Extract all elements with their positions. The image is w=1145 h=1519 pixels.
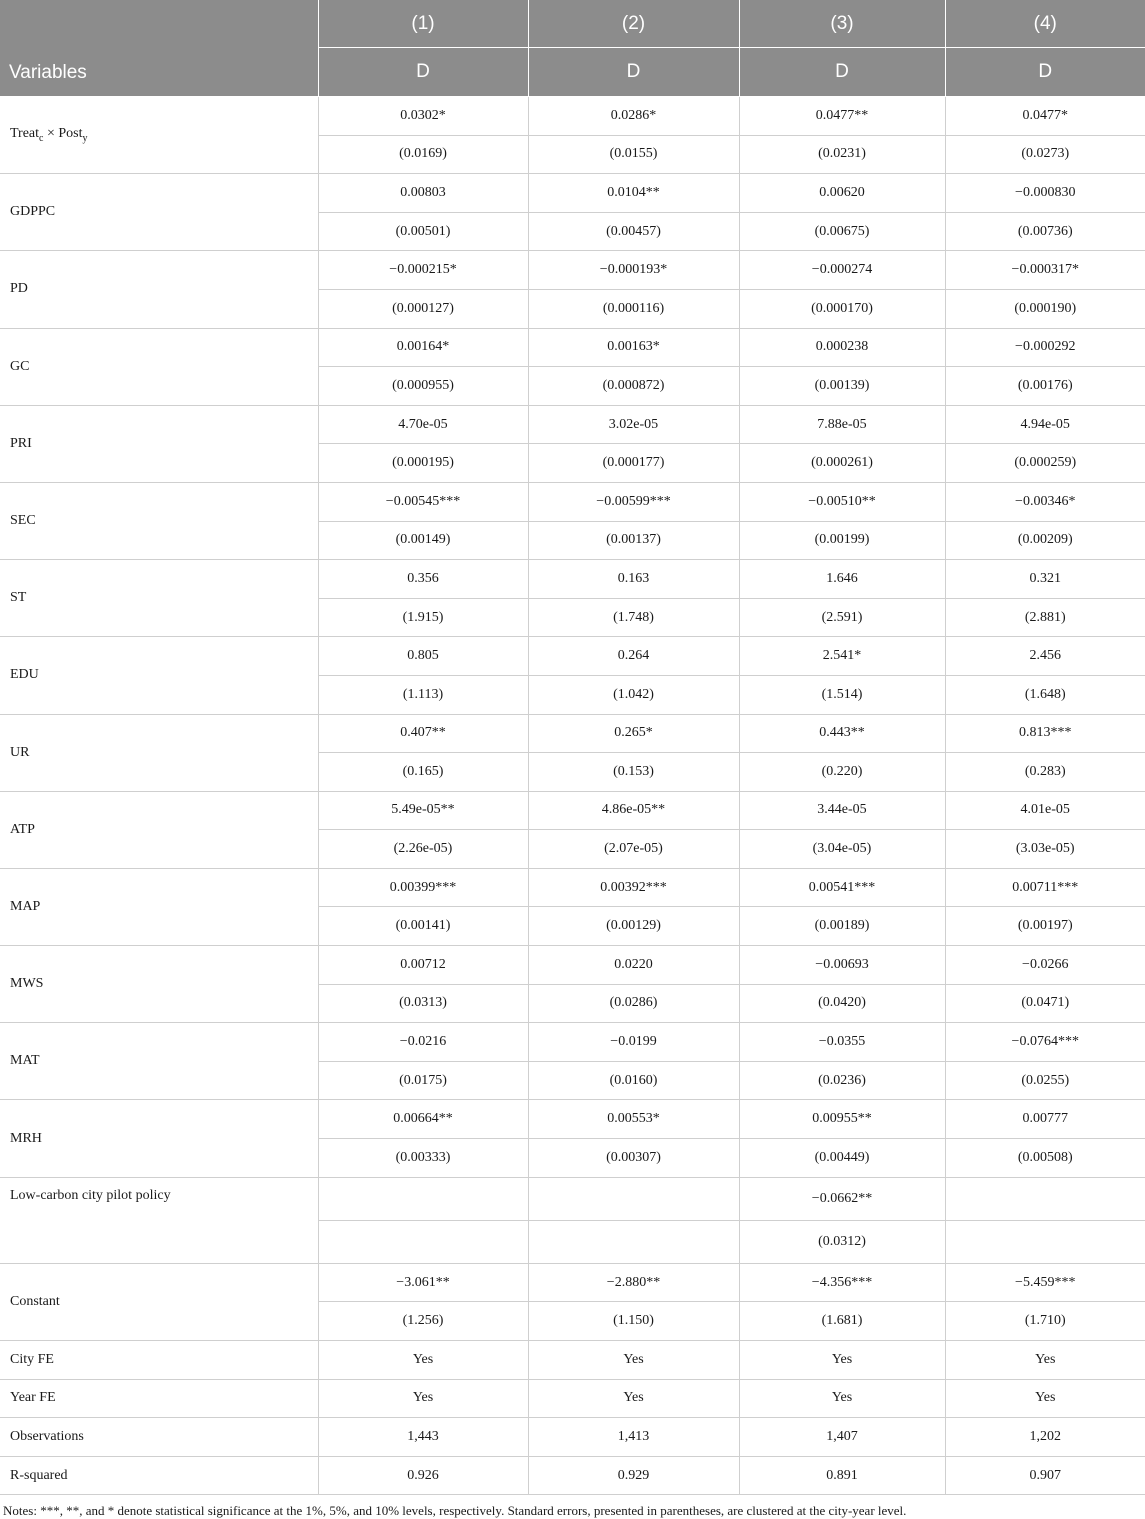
coefficient-cell: 2.541* [739, 637, 945, 676]
variable-label: GC [0, 328, 318, 405]
coefficient-cell: 0.0302* [318, 97, 528, 136]
variable-label: GDPPC [0, 174, 318, 251]
standard-error-cell: (0.0160) [528, 1061, 739, 1100]
standard-error-cell: (1.256) [318, 1302, 528, 1341]
coefficient-cell: 0.407** [318, 714, 528, 753]
standard-error-cell: (2.07e-05) [528, 830, 739, 869]
column-number: (4) [945, 0, 1145, 48]
coefficient-cell: −0.00599*** [528, 482, 739, 521]
standard-error-cell: (0.00508) [945, 1139, 1145, 1178]
standard-error-cell: (0.00199) [739, 521, 945, 560]
standard-error-cell: (0.0255) [945, 1061, 1145, 1100]
standard-error-cell [945, 1220, 1145, 1263]
coefficient-row [0, 482, 1145, 521]
summary-value: Yes [945, 1379, 1145, 1418]
coefficient-cell: 0.813*** [945, 714, 1145, 753]
standard-error-cell: (0.00307) [528, 1139, 739, 1178]
standard-error-cell: (1.710) [945, 1302, 1145, 1341]
standard-error-cell: (0.000116) [528, 289, 739, 328]
standard-error-cell: (0.000259) [945, 444, 1145, 483]
variable-label: ATP [0, 791, 318, 868]
standard-error-cell [528, 1220, 739, 1263]
standard-error-cell: (0.00141) [318, 907, 528, 946]
coefficient-cell: −0.0216 [318, 1023, 528, 1062]
standard-error-cell: (0.0313) [318, 984, 528, 1023]
coefficient-cell: 0.00777 [945, 1100, 1145, 1139]
summary-value: 0.891 [739, 1456, 945, 1495]
coefficient-cell: 1.646 [739, 560, 945, 599]
standard-error-cell: (0.0312) [739, 1220, 945, 1263]
standard-error-cell: (0.000872) [528, 367, 739, 406]
coefficient-cell: 0.0286* [528, 97, 739, 136]
standard-error-cell: (0.0169) [318, 135, 528, 174]
coefficient-cell: 0.00392*** [528, 868, 739, 907]
coefficient-cell: −0.0199 [528, 1023, 739, 1062]
coefficient-cell: 0.00541*** [739, 868, 945, 907]
coefficient-cell: 0.321 [945, 560, 1145, 599]
coefficient-cell: 0.00711*** [945, 868, 1145, 907]
coefficient-cell: 4.01e-05 [945, 791, 1145, 830]
summary-value: 1,413 [528, 1418, 739, 1457]
standard-error-cell: (2.591) [739, 598, 945, 637]
coefficient-cell: 0.356 [318, 560, 528, 599]
coefficient-cell: 0.00803 [318, 174, 528, 213]
standard-error-cell [318, 1220, 528, 1263]
standard-error-cell: (3.03e-05) [945, 830, 1145, 869]
variable-label: MRH [0, 1100, 318, 1177]
summary-value: Yes [318, 1379, 528, 1418]
coefficient-cell [318, 1177, 528, 1220]
coefficient-cell [945, 1177, 1145, 1220]
coefficient-cell: 0.443** [739, 714, 945, 753]
coefficient-cell: −0.00693 [739, 946, 945, 985]
variable-label: Constant [0, 1263, 318, 1340]
coefficient-row [0, 560, 1145, 599]
coefficient-cell: −0.0662** [739, 1177, 945, 1220]
coefficient-cell: −3.061** [318, 1263, 528, 1302]
coefficient-cell: 0.00164* [318, 328, 528, 367]
standard-error-cell: (0.00736) [945, 212, 1145, 251]
subscript: y [82, 132, 88, 144]
coefficient-row [0, 791, 1145, 830]
coefficient-cell: −0.0355 [739, 1023, 945, 1062]
table-body [0, 97, 1145, 1495]
standard-error-cell: (0.0155) [528, 135, 739, 174]
coefficient-cell: 7.88e-05 [739, 405, 945, 444]
coefficient-cell: −0.00510** [739, 482, 945, 521]
standard-error-cell: (3.04e-05) [739, 830, 945, 869]
standard-error-cell: (0.00189) [739, 907, 945, 946]
coefficient-cell: 0.00955** [739, 1100, 945, 1139]
standard-error-cell: (0.000955) [318, 367, 528, 406]
summary-label: City FE [0, 1341, 318, 1380]
coefficient-cell: 0.000238 [739, 328, 945, 367]
coefficient-cell: 0.805 [318, 637, 528, 676]
coefficient-cell: −0.000274 [739, 251, 945, 290]
standard-error-cell: (1.648) [945, 675, 1145, 714]
coefficient-row [0, 946, 1145, 985]
standard-error-cell: (0.0236) [739, 1061, 945, 1100]
table-notes: Notes: ***, **, and * denote statistical significance at the 1%, 5%, and 10% levels, respectively. Standard errors, presented in parentheses, are clustered at the city-year level. [3, 1503, 907, 1519]
standard-error-cell: (0.283) [945, 753, 1145, 792]
standard-error-cell: (0.0175) [318, 1061, 528, 1100]
summary-value: 0.926 [318, 1456, 528, 1495]
standard-error-cell: (0.00139) [739, 367, 945, 406]
standard-error-cell: (0.00129) [528, 907, 739, 946]
coefficient-cell: −0.0266 [945, 946, 1145, 985]
column-number-row [0, 0, 1145, 48]
column-number: (2) [528, 0, 739, 48]
standard-error-cell: (0.0273) [945, 135, 1145, 174]
variable-label: MWS [0, 946, 318, 1023]
summary-row [0, 1418, 1145, 1457]
standard-error-cell: (0.00333) [318, 1139, 528, 1178]
standard-error-cell: (1.113) [318, 675, 528, 714]
standard-error-cell: (0.000190) [945, 289, 1145, 328]
column-number: (1) [318, 0, 528, 48]
standard-error-cell: (0.000127) [318, 289, 528, 328]
coefficient-cell: 0.0477* [945, 97, 1145, 136]
coefficient-cell: −0.000215* [318, 251, 528, 290]
coefficient-cell: 0.00553* [528, 1100, 739, 1139]
standard-error-cell: (0.000177) [528, 444, 739, 483]
coefficient-cell: −0.00545*** [318, 482, 528, 521]
coefficient-cell: −0.0764*** [945, 1023, 1145, 1062]
variable-label: Low-carbon city pilot policy [0, 1177, 318, 1263]
standard-error-cell: (0.000261) [739, 444, 945, 483]
standard-error-cell: (0.00137) [528, 521, 739, 560]
standard-error-cell: (0.00501) [318, 212, 528, 251]
coefficient-cell: 0.00399*** [318, 868, 528, 907]
standard-error-cell: (0.00449) [739, 1139, 945, 1178]
coefficient-cell: 0.264 [528, 637, 739, 676]
standard-error-cell: (1.514) [739, 675, 945, 714]
dependent-variable: D [739, 48, 945, 97]
coefficient-row [0, 1263, 1145, 1302]
standard-error-cell: (0.0286) [528, 984, 739, 1023]
coefficient-row [0, 328, 1145, 367]
variable-label: MAT [0, 1023, 318, 1100]
variable-label: PRI [0, 405, 318, 482]
standard-error-cell: (1.748) [528, 598, 739, 637]
summary-row [0, 1341, 1145, 1380]
coefficient-cell [528, 1177, 739, 1220]
standard-error-cell: (0.00675) [739, 212, 945, 251]
coefficient-cell: 4.86e-05** [528, 791, 739, 830]
coefficient-row [0, 97, 1145, 136]
coefficient-cell: −5.459*** [945, 1263, 1145, 1302]
standard-error-cell: (0.000170) [739, 289, 945, 328]
summary-value: Yes [739, 1341, 945, 1380]
summary-value: 0.929 [528, 1456, 739, 1495]
coefficient-cell: 3.02e-05 [528, 405, 739, 444]
column-number: (3) [739, 0, 945, 48]
standard-error-cell: (0.00457) [528, 212, 739, 251]
dependent-variable: D [945, 48, 1145, 97]
coefficient-cell: 0.0104** [528, 174, 739, 213]
summary-label: Observations [0, 1418, 318, 1457]
summary-value: Yes [739, 1379, 945, 1418]
standard-error-cell: (0.000195) [318, 444, 528, 483]
coefficient-cell: 0.00163* [528, 328, 739, 367]
coefficient-cell: 4.70e-05 [318, 405, 528, 444]
variable-label: UR [0, 714, 318, 791]
coefficient-cell: −0.00346* [945, 482, 1145, 521]
table-header [0, 0, 1145, 97]
variable-label-part: × Post [43, 126, 83, 142]
coefficient-cell: 0.00712 [318, 946, 528, 985]
coefficient-cell: 0.00620 [739, 174, 945, 213]
standard-error-cell: (0.00176) [945, 367, 1145, 406]
coefficient-row [0, 174, 1145, 213]
dependent-variable: D [528, 48, 739, 97]
coefficient-row [0, 714, 1145, 753]
coefficient-cell: 3.44e-05 [739, 791, 945, 830]
summary-value: Yes [528, 1341, 739, 1380]
standard-error-cell: (0.0420) [739, 984, 945, 1023]
standard-error-cell: (0.0231) [739, 135, 945, 174]
coefficient-cell: 0.00664** [318, 1100, 528, 1139]
variable-label [0, 97, 318, 174]
summary-value: Yes [945, 1341, 1145, 1380]
summary-value: 1,407 [739, 1418, 945, 1457]
standard-error-cell: (0.220) [739, 753, 945, 792]
standard-error-cell: (0.153) [528, 753, 739, 792]
standard-error-cell: (1.150) [528, 1302, 739, 1341]
summary-value: 0.907 [945, 1456, 1145, 1495]
standard-error-cell: (1.915) [318, 598, 528, 637]
coefficient-cell: −4.356*** [739, 1263, 945, 1302]
summary-value: 1,202 [945, 1418, 1145, 1457]
summary-label: R-squared [0, 1456, 318, 1495]
standard-error-cell: (0.165) [318, 753, 528, 792]
variables-header: Variables [0, 0, 318, 97]
standard-error-cell: (0.00149) [318, 521, 528, 560]
summary-value: 1,443 [318, 1418, 528, 1457]
coefficient-cell: 5.49e-05** [318, 791, 528, 830]
variable-label: MAP [0, 868, 318, 945]
standard-error-cell: (0.00197) [945, 907, 1145, 946]
standard-error-cell: (0.00209) [945, 521, 1145, 560]
coefficient-cell: −2.880** [528, 1263, 739, 1302]
standard-error-cell: (0.0471) [945, 984, 1145, 1023]
variable-label: EDU [0, 637, 318, 714]
summary-label: Year FE [0, 1379, 318, 1418]
variable-label-part: Treat [10, 126, 40, 142]
coefficient-row [0, 637, 1145, 676]
coefficient-row [0, 251, 1145, 290]
variable-label: ST [0, 560, 318, 637]
coefficient-cell: 0.265* [528, 714, 739, 753]
summary-row [0, 1379, 1145, 1418]
coefficient-row [0, 1023, 1145, 1062]
standard-error-cell: (2.26e-05) [318, 830, 528, 869]
coefficient-row [0, 868, 1145, 907]
coefficient-row [0, 1100, 1145, 1139]
dependent-variable: D [318, 48, 528, 97]
standard-error-cell: (2.881) [945, 598, 1145, 637]
standard-error-cell: (1.681) [739, 1302, 945, 1341]
coefficient-cell: 4.94e-05 [945, 405, 1145, 444]
coefficient-row [0, 1177, 1145, 1220]
subscript: c [39, 132, 44, 144]
coefficient-cell: 0.163 [528, 560, 739, 599]
coefficient-cell: 2.456 [945, 637, 1145, 676]
variable-label: SEC [0, 482, 318, 559]
coefficient-cell: 0.0220 [528, 946, 739, 985]
coefficient-cell: −0.000830 [945, 174, 1145, 213]
summary-row [0, 1456, 1145, 1495]
coefficient-row [0, 405, 1145, 444]
coefficient-cell: −0.000317* [945, 251, 1145, 290]
variable-label: PD [0, 251, 318, 328]
coefficient-cell: −0.000193* [528, 251, 739, 290]
coefficient-cell: −0.000292 [945, 328, 1145, 367]
summary-value: Yes [528, 1379, 739, 1418]
standard-error-cell: (1.042) [528, 675, 739, 714]
summary-value: Yes [318, 1341, 528, 1380]
coefficient-cell: 0.0477** [739, 97, 945, 136]
